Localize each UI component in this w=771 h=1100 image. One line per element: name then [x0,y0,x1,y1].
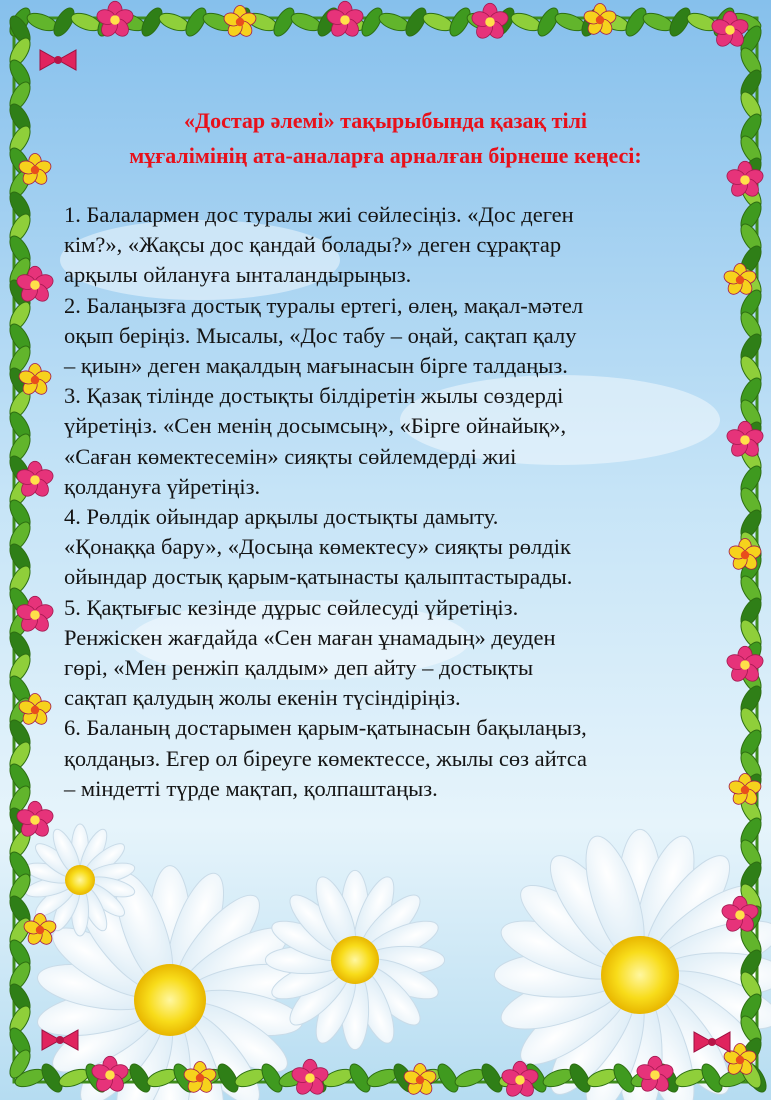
advice-line: 2. Балаңызға достық туралы ертегі, өлең, мақал-мәтел [64,292,584,318]
advice-line: кім?», «Жақсы дос қандай болады?» деген сұрақтар [64,232,562,258]
advice-line: үйретіңіз. «Сен менің досымсың», «Бірге ойнайық», [64,413,567,439]
advice-line: сақтап қалудың жолы екенін түсіндіріңіз. [64,685,461,711]
advice-line: Ренжіскен жағдайда «Сен маған ұнамадың» деуден [64,624,556,650]
advice-line: 4. Рөлдік ойындар арқылы достықты дамыту. [64,504,499,530]
advice-line: 3. Қазақ тілінде достықты білдіретін жылы сөздерді [64,383,564,409]
advice-line: – қиын» деген мақалдың мағынасын бірге талдаңыз. [64,353,568,379]
advice-line: гөрі, «Мен ренжіп қалдым» деп айту – достықты [64,655,534,681]
advice-line: оқып беріңіз. Мысалы, «Дос табу – оңай, сақтап қалу [64,322,577,348]
advice-line: 6. Баланың достарымен қарым-қатынасын бақылаңыз, [64,715,587,741]
advice-line: – міндетті түрде мақтап, қолпаштаңыз. [64,775,438,801]
advice-line: қолдануға үйретіңіз. [64,473,261,499]
advice-line: ойындар достық қарым-қатынасты қалыптастырады. [64,564,573,590]
page-title-line-2: мұғалімінің ата-аналарға арналған бірнеше кеңесі: [129,143,642,168]
advice-line: «Саған көмектесемін» сияқты сөйлемдерді жиі [64,443,517,469]
advice-line: 1. Балалармен дос туралы жиі сөйлесіңіз. «Дос деген [64,202,574,227]
advice-line: 5. Қақтығыс кезінде дұрыс сөйлесуді үйретіңіз. [64,594,519,620]
page-title-line-1: «Достар әлемі» тақырыбында қазақ тілі [183,108,588,133]
advice-text [64,200,714,804]
advice-line: арқылы ойлануға ынталандырыңыз. [64,262,412,288]
advice-line: «Қонаққа бару», «Досыңа көмектесу» сияқты рөлдік [64,534,571,560]
advice-line: қолдаңыз. Егер ол біреуге көмектессе, жылы сөз айтса [64,745,588,771]
